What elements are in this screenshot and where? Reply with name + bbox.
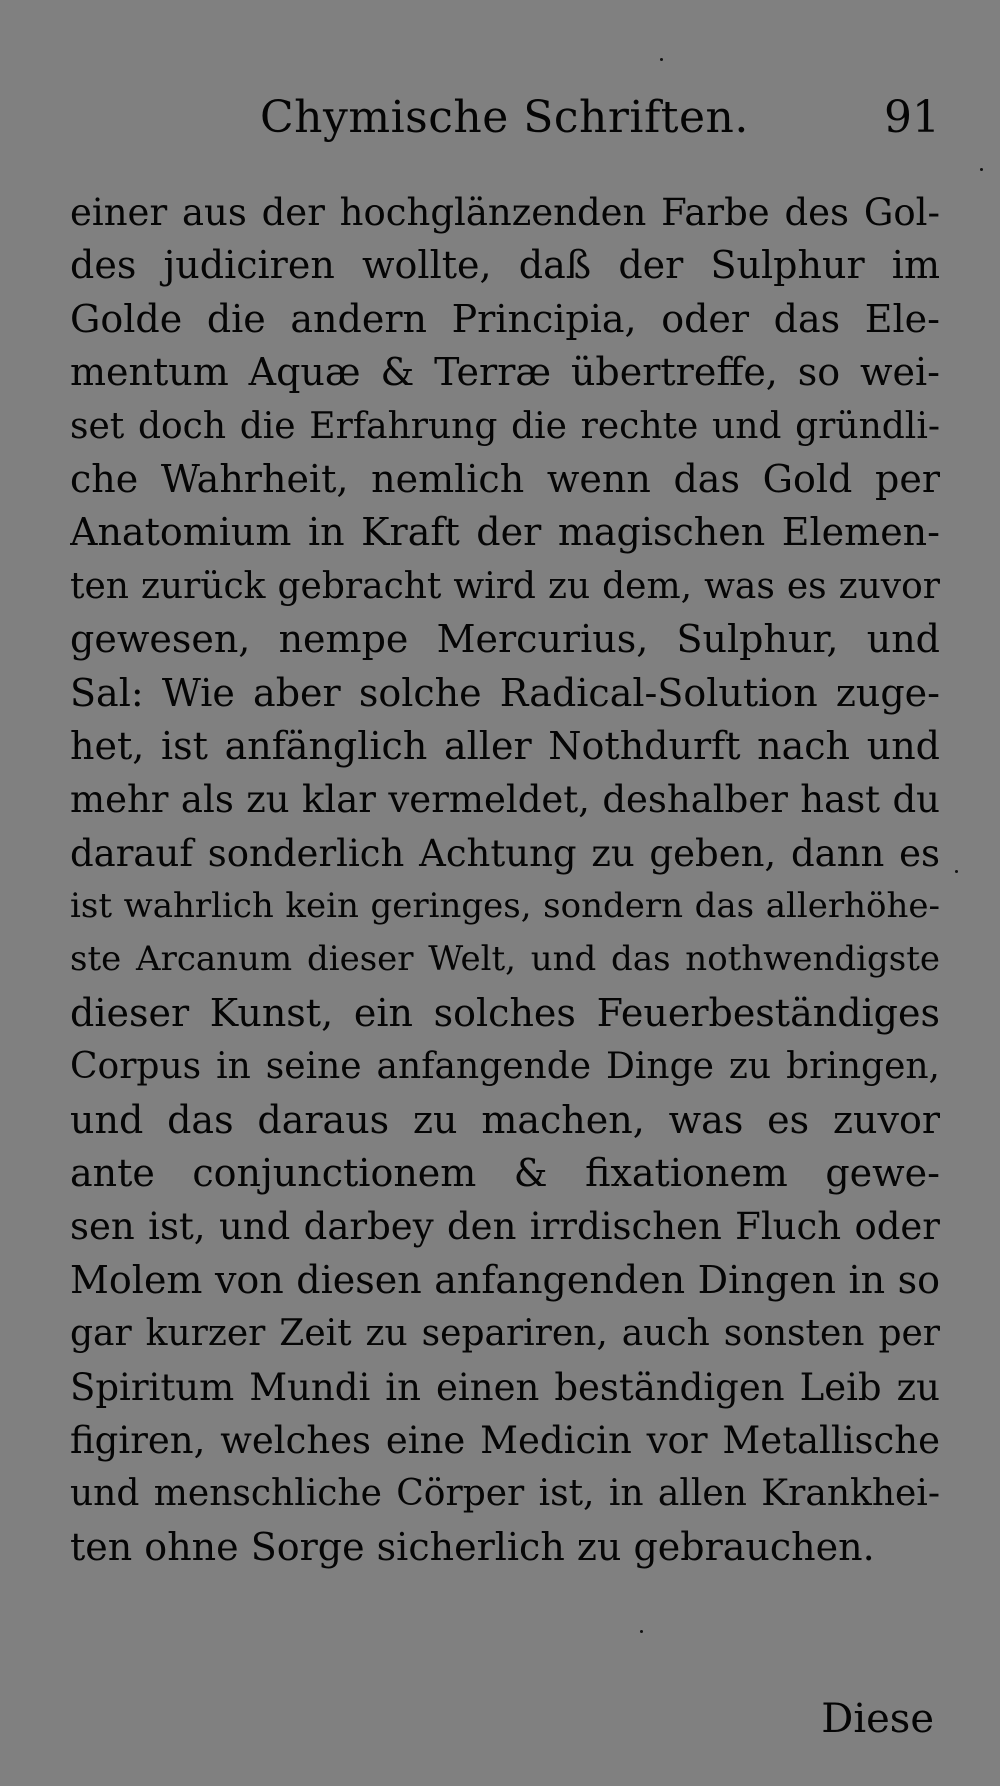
body-text	[70, 186, 940, 1574]
text-line: Spiritum Mundi in einen beständigen Leib zu	[70, 1365, 940, 1409]
text-line: dieser Kunst, ein solches Feuerbeständiges	[70, 990, 940, 1035]
catchword: Diese	[821, 1696, 934, 1742]
text-line: mehr als zu klar vermeldet, deshalber hast du	[70, 778, 940, 822]
text-line: einer aus der hochglänzenden Farbe des Gol-	[70, 191, 940, 234]
text-line: ist wahrlich kein geringes, sondern das allerhöhe-	[70, 886, 940, 927]
text-line: ante conjunctionem & fixationem gewe-	[70, 1151, 940, 1196]
text-line: und menschliche Cörper ist, in allen Krankhei-	[70, 1473, 940, 1515]
page-header	[260, 92, 940, 152]
text-line: sen ist, und darbey den irrdischen Fluch oder	[70, 1205, 940, 1249]
text-line: des judiciren wollte, daß der Sulphur im	[70, 243, 940, 288]
scan-speck	[980, 168, 983, 171]
text-line: figiren, welches eine Medicin vor Metallische	[70, 1418, 940, 1462]
scan-speck	[640, 1630, 643, 1633]
text-line: darauf sonderlich Achtung zu geben, dann es	[70, 831, 940, 875]
text-line: het, ist anfänglich aller Nothdurft nach und	[70, 723, 940, 768]
scan-speck	[955, 870, 958, 873]
text-line: Molem von diesen anfangenden Dingen in so	[70, 1257, 940, 1302]
text-line: gewesen, nempe Mercurius, Sulphur, und	[70, 617, 940, 662]
text-line: ten zurück gebracht wird zu dem, was es zuvor	[70, 565, 940, 607]
text-line: und das daraus zu machen, was es zuvor	[70, 1097, 940, 1142]
text-line-last: ten ohne Sorge sicherlich zu gebrauchen.	[70, 1524, 875, 1569]
text-line: ste Arcanum dieser Welt, und das nothwendigste	[70, 939, 940, 980]
text-line: gar kurzer Zeit zu separiren, auch sonsten per	[70, 1313, 940, 1355]
text-line: Corpus in seine anfangende Dinge zu bringen,	[70, 1046, 940, 1088]
text-line: che Wahrheit, nemlich wenn das Gold per	[70, 456, 940, 501]
text-line: set doch die Erfahrung die rechte und gründli-	[70, 405, 940, 447]
text-line: Anatomium in Kraft der magischen Elemen-	[70, 510, 940, 555]
scan-speck	[660, 58, 663, 61]
text-line: Sal: Wie aber solche Radical-Solution zuge-	[70, 670, 940, 715]
running-title: Chymische Schriften.	[260, 92, 749, 143]
page-number: 91	[884, 92, 940, 143]
text-line: Golde die andern Principia, oder das Ele-	[70, 296, 940, 341]
text-line: mentum Aquæ & Terræ übertreffe, so wei-	[70, 350, 940, 395]
